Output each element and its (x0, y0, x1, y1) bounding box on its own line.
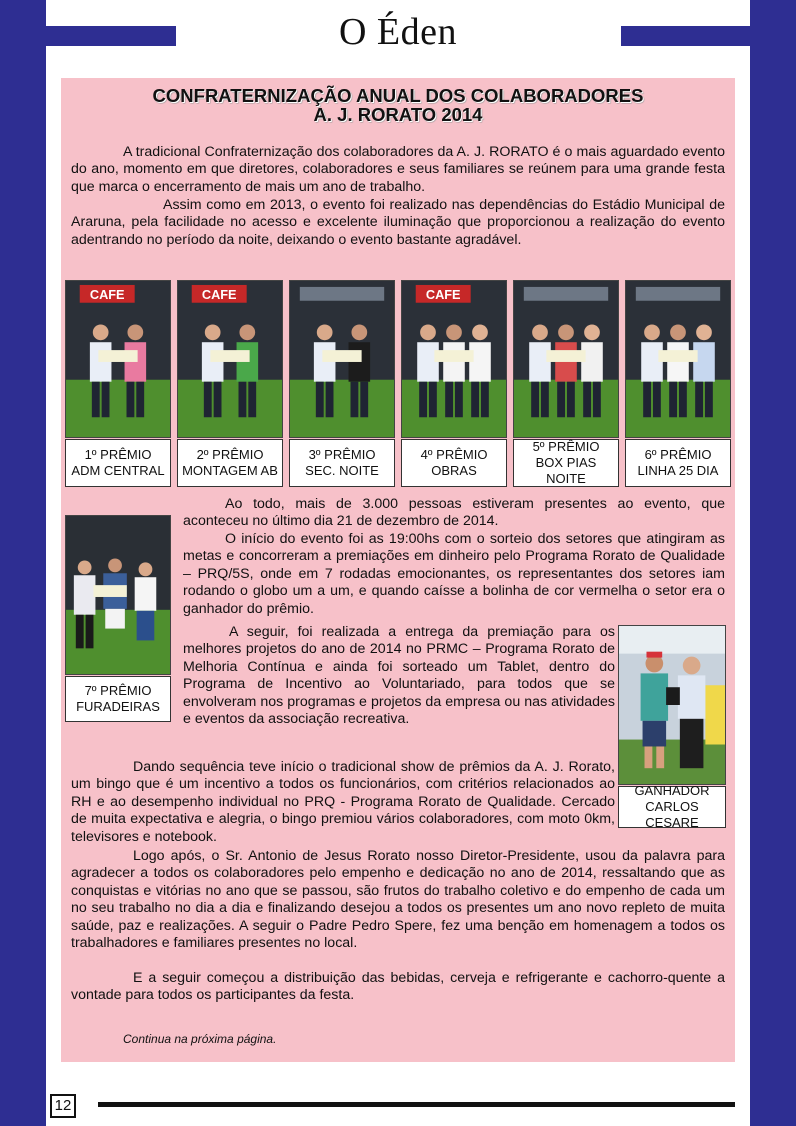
prize-caption-3-sector: SEC. NOITE (305, 463, 379, 478)
footer-rule (98, 1102, 735, 1107)
prize-caption-4 (401, 439, 507, 487)
prize-caption-4-rank: 4º PRÊMIO (420, 447, 488, 462)
prize-photo-1 (65, 280, 171, 438)
winner-caption-name: CARLOS CESARE (645, 799, 699, 830)
prize-caption-6-rank: 6º PRÊMIO (644, 447, 712, 462)
paragraph-drinks: E a seguir começou a distribuição das bebidas, cerveja e refrigerante e cachorro-quente a vontade para todos os participantes da festa. (71, 970, 725, 1004)
magazine-title: O Éden (338, 11, 458, 53)
winner-photo-image (619, 626, 725, 784)
prize-caption-1 (65, 439, 171, 487)
paragraph-intro: A tradicional Confraternização dos colaboradores da A. J. RORATO é o mais aguardado evento do ano, momento em que diretores, colaboradores e seus familiares se reúnem para uma grande festa que marca o encerramento de mais um ano de trabalho. (71, 144, 725, 195)
prize-caption-2-sector: MONTAGEM AB (182, 463, 278, 478)
prize-caption-7-rank: 7º PRÊMIO (84, 683, 152, 698)
prize-caption-7 (65, 676, 171, 722)
prize-caption-7-sector: FURADEIRAS (76, 699, 160, 714)
article-panel (61, 78, 735, 1062)
prize-caption-4-sector: OBRAS (431, 463, 477, 478)
prize-photo-3 (289, 280, 395, 438)
paragraph-raffle: O início do evento foi as 19:00hs com o sorteio dos setores que atingiram as metas e concorreram a premiações em dinheiro pelo Programa Rorato de Qualidade – PRQ/5S, onde em 7 rodadas emocionantes, os representantes dos setores iam rodando o globo um a um, e quando caísse a bolinha de cor vermelha o setor era o ganhador do prêmio. (183, 531, 725, 617)
prize-photo-5-image (514, 281, 618, 437)
prize-photo-7 (65, 515, 171, 675)
prize-photo-7-image (66, 516, 170, 674)
paragraph-bingo: Dando sequência teve início o tradicional show de prêmios da A. J. Rorato, um bingo que é um incentivo a todos os funcionários, com critérios relacionados ao RH e ao desempenho individual no PRQ - Programa Rorato de Qualidade. Cercado de muita expectativa e alegria, o bingo premiou vários colaboradores, com moto 0km, televisores e notebook. (71, 759, 615, 845)
prize-photo-4-image (402, 281, 506, 437)
prize-caption-3 (289, 439, 395, 487)
prize-caption-5-sector: BOX PIAS NOITE (535, 455, 597, 486)
prize-photo-2-banner: CAFE (201, 286, 237, 302)
prize-caption-3-rank: 3º PRÊMIO (308, 447, 376, 462)
prize-caption-6-sector: LINHA 25 DIA (637, 463, 719, 478)
prize-photo-6 (625, 280, 731, 438)
prize-caption-2-rank: 2º PRÊMIO (196, 447, 264, 462)
prize-photo-6-image (626, 281, 730, 437)
prize-caption-1-sector: ADM CENTRAL (71, 463, 165, 478)
winner-caption-title: GANHADOR (634, 783, 710, 798)
prize-caption-5 (513, 439, 619, 487)
prize-photo-3-image (290, 281, 394, 437)
page-number: 12 (50, 1094, 76, 1118)
prize-photo-4 (401, 280, 507, 438)
prize-caption-2 (177, 439, 283, 487)
prize-photo-1-image (66, 281, 170, 437)
winner-photo (618, 625, 726, 785)
prize-photo-5 (513, 280, 619, 438)
prize-caption-5-rank: 5º PRÊMIO (532, 439, 600, 454)
prize-photo-1-banner: CAFE (89, 286, 125, 302)
paragraph-awards: A seguir, foi realizada a entrega da premiação para os melhores projetos do ano de 2014 no PRMC – Programa Rorato de Melhoria Contínua e ainda foi sorteado um Tablet, dentro do Programa de Incentivo ao Voluntariado, para todos que se envolveram nos programas e projetos da empresa ou nas atividades e eventos da associação recreativa. (183, 624, 615, 728)
paragraph-location: Assim como em 2013, o evento foi realizado nas dependências do Estádio Municipal de Araruna, pela facilidade no acesso e excelente iluminação que proporcionou a realização do evento adentrando no período da noite, deixando o evento bastante agradável. (71, 197, 725, 248)
prize-caption-1-rank: 1º PRÊMIO (84, 447, 152, 462)
prize-photo-2-image (178, 281, 282, 437)
continue-note: Continua na próxima página. (123, 1032, 277, 1046)
prize-caption-6 (625, 439, 731, 487)
article-title (61, 86, 735, 124)
article-title-line2: A. J. RORATO 2014 (313, 104, 483, 125)
prize-photo-2 (177, 280, 283, 438)
paragraph-speech: Logo após, o Sr. Antonio de Jesus Rorato nosso Diretor-Presidente, usou da palavra para agradecer a todos os colaboradores pelo empenho e dedicação no ano de 2014, ressaltando que as conquistas e vitórias no ano que se passou, são frutos do trabalho coletivo e do empenho de cada um no seu trabalho no dia a dia e finalizando desejou a todos os presentes um ano novo repleto de muita saúde, paz e realizações. A seguir o Padre Pedro Spere, fez uma benção em homenagem a todos os trabalhadores e familiares presentes no local. (71, 848, 725, 952)
prize-photo-4-banner: CAFE (425, 286, 461, 302)
paragraph-attendance: Ao todo, mais de 3.000 pessoas estiveram presentes ao evento, que aconteceu no último dia 21 de dezembro de 2014. (183, 496, 725, 530)
winner-caption (618, 783, 726, 830)
article-title-line1: CONFRATERNIZAÇÃO ANUAL DOS COLABORADORES (152, 85, 644, 106)
